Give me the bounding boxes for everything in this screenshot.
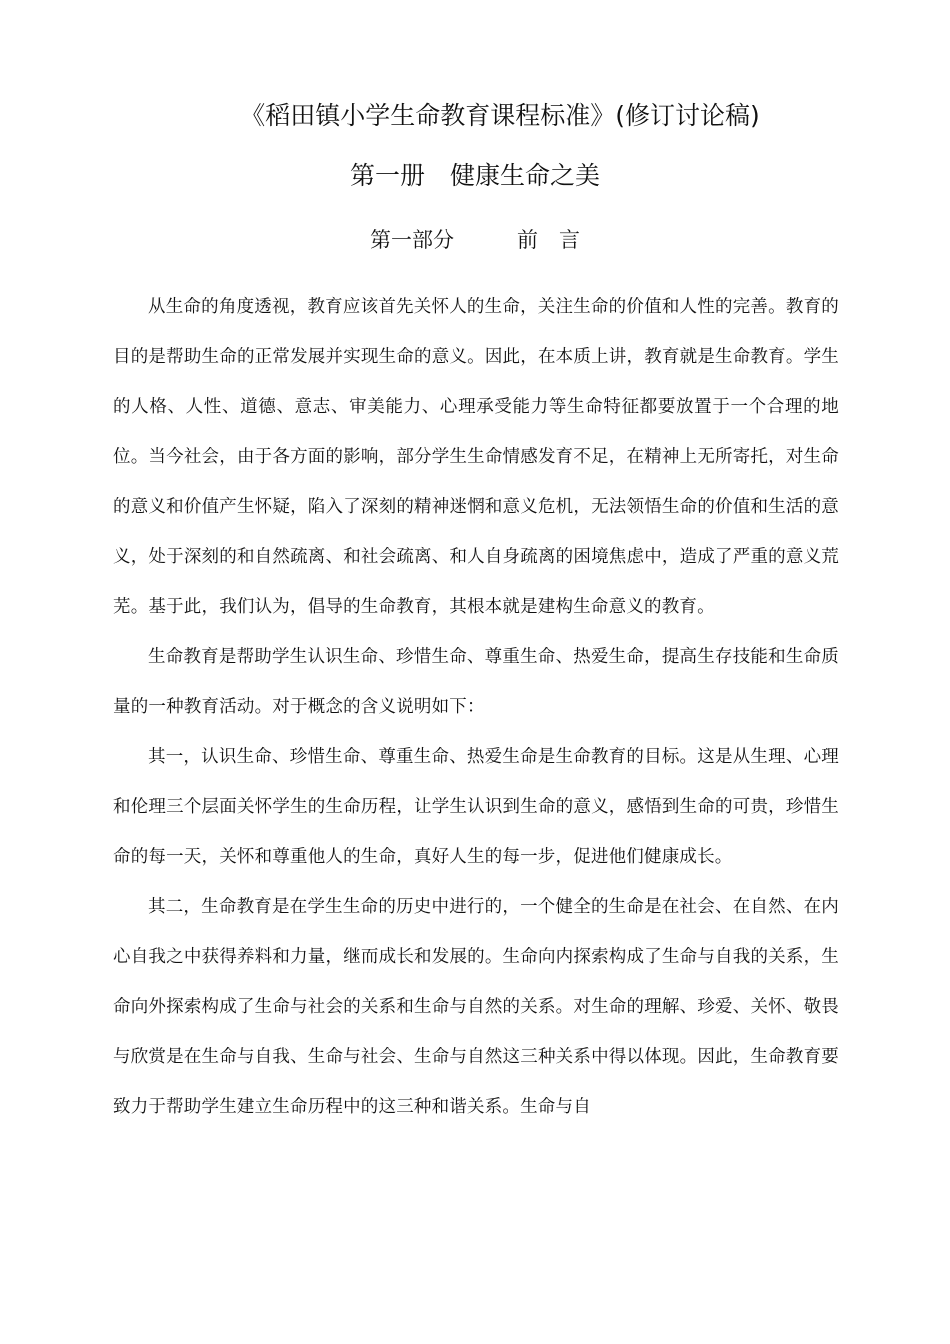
body-text — [113, 282, 839, 1132]
volume-title: 第一册 健康生命之美 — [349, 161, 600, 190]
part-title: 第一部分 前 言 — [370, 228, 580, 252]
document-title: 《稻田镇小学生命教育课程标准》(修订讨论稿) — [240, 101, 760, 130]
paragraph-2: 生命教育是帮助学生认识生命、珍惜生命、尊重生命、热爱生命，提高生存技能和生命质量的一种教育活动。对于概念的含义说明如下： — [113, 647, 839, 717]
paragraph-3: 其一，认识生命、珍惜生命、尊重生命、热爱生命是生命教育的目标。这是从生理、心理和伦理三个层面关怀学生的生命历程，让学生认识到生命的意义，感悟到生命的可贵，珍惜生命的每一天，关怀和尊重他人的生命，真好人生的每一步，促进他们健康成长。 — [113, 747, 839, 867]
paragraph-4: 其二，生命教育是在学生生命的历史中进行的，一个健全的生命是在社会、在自然、在内心自我之中获得养料和力量，继而成长和发展的。生命向内探索构成了生命与自我的关系，生命向外探索构成了生命与社会的关系和生命与自然的关系。对生命的理解、珍爱、关怀、敬畏与欣赏是在生命与自我、生命与社会、生命与自然这三种关系中得以体现。因此，生命教育要致力于帮助学生建立生命历程中的这三种和谐关系。生命与自 — [113, 897, 839, 1117]
paragraph-1: 从生命的角度透视，教育应该首先关怀人的生命，关注生命的价值和人性的完善。教育的目的是帮助生命的正常发展并实现生命的意义。因此，在本质上讲，教育就是生命教育。学生的人格、人性、道德、意志、审美能力、心理承受能力等生命特征都要放置于一个合理的地位。当今社会，由于各方面的影响，部分学生生命情感发育不足，在精神上无所寄托，对生命的意义和价值产生怀疑，陷入了深刻的精神迷惘和意义危机，无法领悟生命的价值和生活的意义，处于深刻的和自然疏离、和社会疏离、和人自身疏离的困境焦虑中，造成了严重的意义荒芜。基于此，我们认为，倡导的生命教育，其根本就是建构生命意义的教育。 — [113, 297, 839, 617]
